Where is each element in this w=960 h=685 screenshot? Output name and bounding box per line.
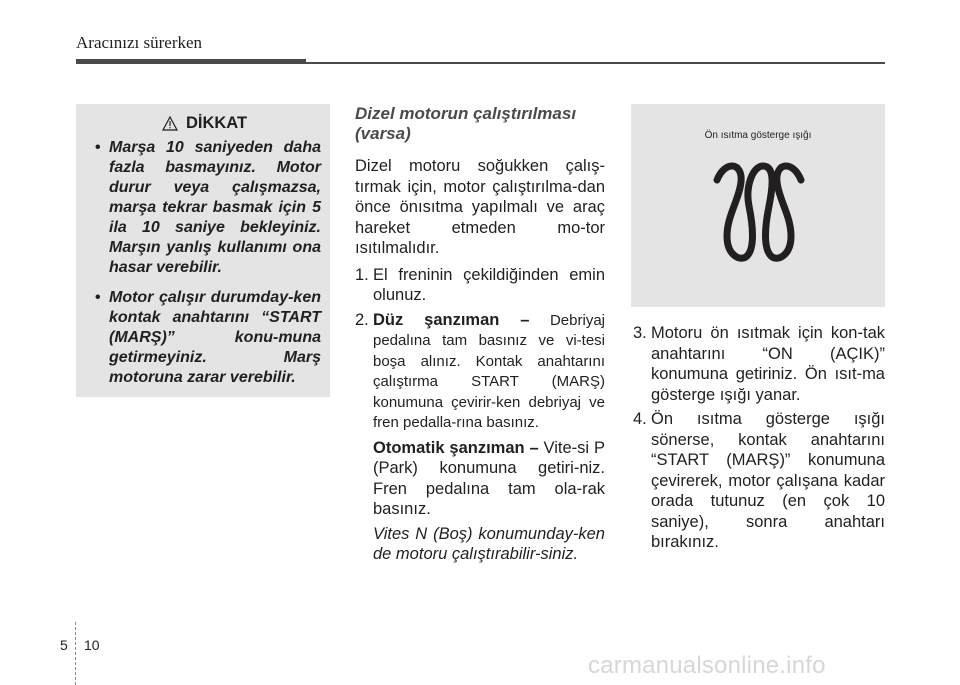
step-number: 3. — [633, 324, 647, 342]
bullet-icon: • — [95, 289, 101, 306]
step-item — [633, 323, 885, 405]
warning-item — [88, 288, 321, 388]
auto-text: Vite-si P (Park) konumuna getiri-niz. Fren pedalına tam ola-rak basınız. — [373, 438, 605, 518]
step-body — [373, 310, 605, 434]
section-intro: Dizel motoru soğukken çalış-tırmak için, motor çalıştırılma-dan önce önısıtma yapılmalı ve araç hareket etmeden mo-tor ısıtılmalıdır. — [355, 157, 605, 257]
footer-divider — [75, 622, 77, 685]
bullet-icon: • — [95, 139, 101, 156]
middle-column — [355, 104, 605, 569]
step-text: El freninin çekildiğinden emin olunuz. — [373, 265, 605, 304]
step-label: Düz şanzıman – — [373, 310, 530, 329]
right-column — [633, 323, 885, 557]
header-rule-thick — [76, 59, 306, 64]
section-title: Dizel motorun çalıştırılması (varsa) — [355, 104, 577, 143]
warning-item — [88, 138, 321, 278]
watermark-text: carmanualsonline.info — [588, 652, 826, 679]
footer-section-number: 5 — [60, 637, 68, 653]
glow-plug-coil-icon — [713, 156, 805, 268]
step-text: Motoru ön ısıtmak için kon-tak anahtarını “ON (AÇIK)” konumuna getiriniz. Ön ısıt-ma gösterge ışığı yanar. — [651, 324, 885, 404]
step-item — [633, 409, 885, 553]
step-number: 1. — [355, 265, 369, 284]
step-number: 2. — [355, 310, 369, 329]
warning-triangle-icon — [162, 116, 178, 131]
warning-item-text: Marşa 10 saniyeden daha fazla basmayınız. Motor durur veya çalışmazsa, marşa tekrar basmak için 5 ila 10 saniye bekleyiniz. Marşın yanlış kullanımı ona hasar verebilir. — [109, 139, 321, 276]
step-sub-note: Vites N (Boş) konumunday-ken de motoru çalıştırabilir-siniz. — [373, 524, 605, 563]
step-text: Debriyaj pedalına tam basınız ve vi-tesi boşa alınız. Kontak anahtarını çalıştırma START (MARŞ) konumuna çevirir-ken debriyaj ve fren pedalla-rına basınız. — [373, 311, 605, 431]
page-header-title: Aracınızı sürerken — [76, 33, 203, 52]
step-sub-auto — [355, 438, 605, 520]
warning-item-text: Motor çalışır durumday-ken kontak anahtarını “START (MARŞ)” konu-muna getirmeyiniz. Marş motoruna zarar verebilir. — [109, 289, 321, 386]
warning-heading — [88, 114, 321, 133]
footer-page-number: 10 — [84, 637, 100, 653]
warning-list — [88, 138, 321, 388]
warning-heading-text: DİKKAT — [185, 114, 248, 132]
header-rule-thin — [306, 62, 885, 64]
step-item — [355, 265, 605, 306]
step-number: 4. — [633, 410, 647, 428]
step-text: Ön ısıtma gösterge ışığı sönerse, kontak anahtarını “START (MARŞ)” konumuna çevirerek, motor çalışana kadar orada tutunuz (en çok 10 saniye), sonra anahtarı bırakınız. — [651, 410, 885, 551]
warning-box — [76, 104, 330, 397]
auto-label: Otomatik şanzıman – — [373, 438, 539, 457]
step-item — [355, 310, 605, 434]
figure-panel — [631, 104, 885, 307]
figure-label: Ön ısıtma gösterge ışığı — [704, 130, 812, 141]
